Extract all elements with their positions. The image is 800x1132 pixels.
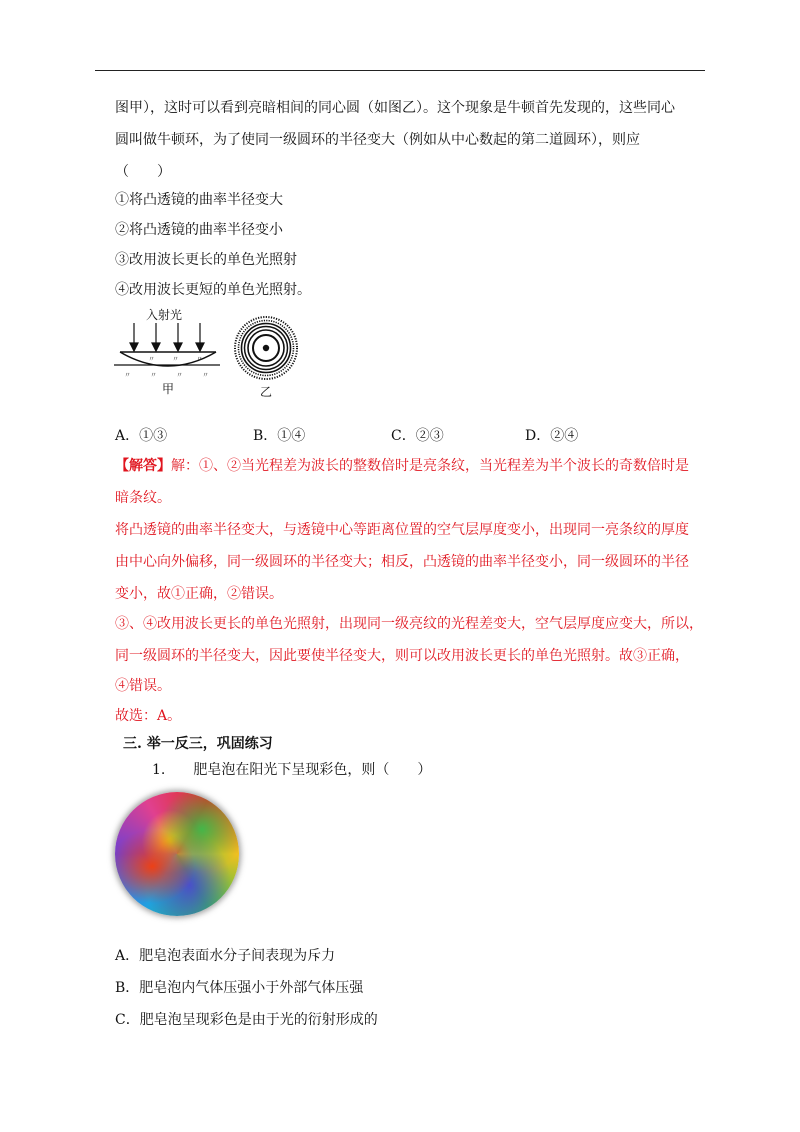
answer-line-4: 由中心向外偏移，同一级圆环的半径变大；相反，凸透镜的曲率半径变小，同一级圆环的半径	[115, 554, 689, 570]
svg-text:〃: 〃	[176, 371, 183, 379]
incident-light-label: 入射光	[146, 308, 183, 322]
figure-newton-rings	[228, 316, 304, 400]
answer-tag: 【解答】	[115, 458, 171, 474]
figure-b-label: 乙	[260, 385, 273, 399]
option-b: B．①④	[253, 428, 306, 444]
question-line-1: 图甲），这时可以看到亮暗相间的同心圆（如图乙）。这个现象是牛顿首先发现的，这些同心	[115, 100, 675, 116]
answer-blank: （ ）	[115, 164, 171, 180]
q1-option-a: A．肥皂泡表面水分子间表现为斥力	[115, 948, 336, 964]
answer-line-8: ④错误。	[115, 678, 171, 694]
answer-final: 故选：A。	[115, 708, 182, 724]
option-a: A．①③	[115, 428, 168, 444]
answer-line-2: 暗条纹。	[115, 490, 171, 506]
svg-text:〃: 〃	[124, 371, 131, 379]
answer-line-5: 变小，故①正确，②错误。	[115, 586, 283, 602]
figure-lens-setup	[112, 305, 222, 400]
statement-4: ④改用波长更短的单色光照射。	[115, 282, 311, 298]
section-title: 三. 举一反三，巩固练习	[123, 736, 273, 752]
header-rule	[95, 70, 705, 71]
question-line-2: 圆叫做牛顿环，为了使同一级圆环的半径变大（例如从中心数起的第二道圆环），则应	[115, 132, 640, 148]
svg-text:〃: 〃	[172, 355, 179, 363]
q1-option-c: C．肥皂泡呈现彩色是由于光的衍射形成的	[115, 1012, 378, 1028]
svg-text:〃: 〃	[202, 371, 209, 379]
statement-1: ①将凸透镜的曲率半径变大	[115, 192, 283, 208]
statement-3: ③改用波长更长的单色光照射	[115, 252, 297, 268]
q1-stem: 1. 肥皂泡在阳光下呈现彩色，则（ ）	[152, 762, 432, 778]
statement-2: ②将凸透镜的曲率半径变小	[115, 222, 283, 238]
answer-line-7: 同一级圆环的半径变大，因此要使半径变大，则可以改用波长更长的单色光照射。故③正确，	[115, 648, 689, 664]
q1-option-b: B．肥皂泡内气体压强小于外部气体压强	[115, 980, 364, 996]
question-options	[115, 425, 615, 445]
svg-text:〃: 〃	[150, 371, 157, 379]
figure-a-label: 甲	[162, 382, 175, 396]
option-d: D．②④	[525, 428, 579, 444]
answer-line-1-text: 解：①、②当光程差为波长的整数倍时是亮条纹，当光程差为半个波长的奇数倍时是	[171, 458, 689, 474]
soap-bubble-image	[115, 792, 239, 916]
svg-text:〃: 〃	[196, 355, 203, 363]
answer-line-6: ③、④改用波长更长的单色光照射，出现同一级亮纹的光程差变大，空气层厚度应变大，所以，	[115, 616, 703, 632]
answer-line-3: 将凸透镜的曲率半径变大，与透镜中心等距离位置的空气层厚度变小，出现同一亮条纹的厚度	[115, 522, 689, 538]
answer-line-1	[115, 456, 689, 476]
svg-text:〃: 〃	[148, 355, 155, 363]
option-c: C．②③	[391, 428, 444, 444]
